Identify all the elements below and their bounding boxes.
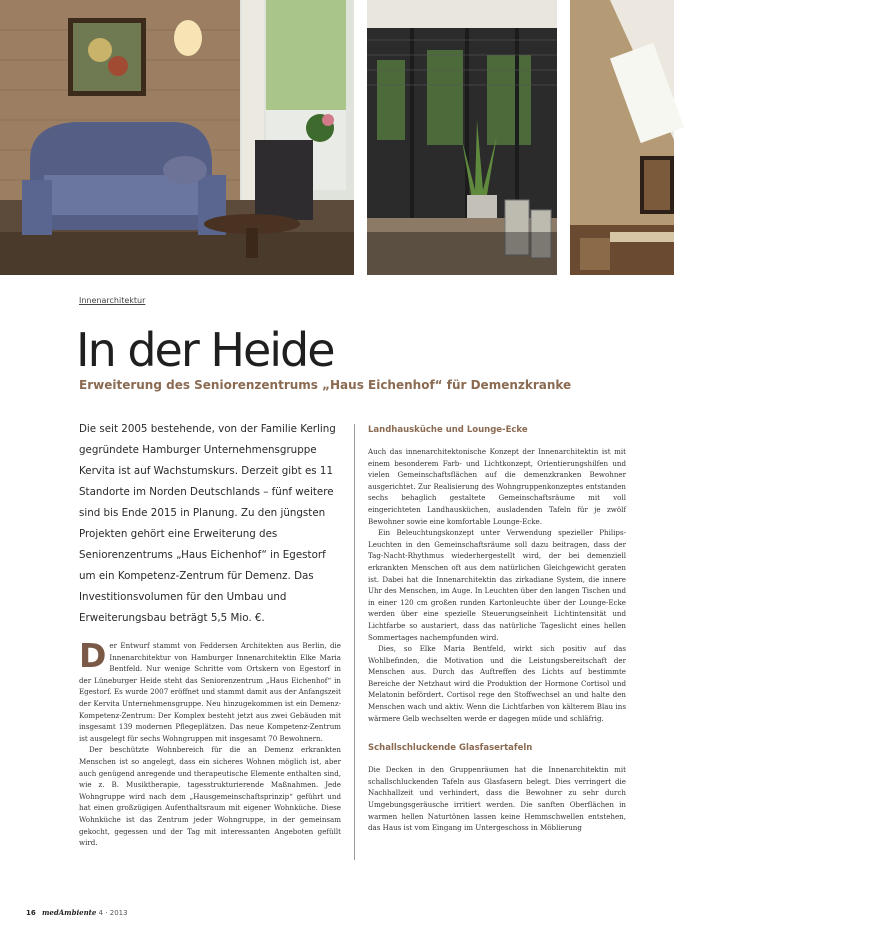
section-label[interactable]: Innenarchitektur — [79, 296, 146, 305]
drop-cap: D — [79, 636, 107, 675]
window-room-illustration — [367, 0, 557, 275]
body-paragraph-3: Auch das innenarchitektonische Konzept der Innenarchitektin ist mit einem besonderem Farb- und Lichtkonzept, Orientierungshilfen und vielen Gemeinschaftsflächen auf die demenzkranken Bewohner ausgerichtet. Zur Realisierung des Wohngruppenkonzeptes entstanden sechs behaglich gestaltete Gemeinschaftsräume mit voll eingerichteten Landhausküchen, ausladenden Tafeln für je zwölf Bewohner sowie eine komfortable Lounge-Ecke. — [368, 447, 626, 526]
body-paragraph-1-text: er Entwurf stammt von Feddersen Architekten aus Berlin, die Innenarchitektur von Hamburger Innenarchitektin Elke Maria Bentfeld. Nur wenige Schritte vom Ortskern von Egestorf in der Lüneburger Heide steht das Seniorenzentrum „Haus Eichenhof“ in Egestorf. Es wurde 2007 eröffnet und stammt damit aus der Anfangszeit der Kervita Unternehmensgruppe. Neu hinzugekommen ist ein Demenz-Kompetenz-Zentrum: Der Komplex besteht jetzt aus zwei Gebäuden mit insgesamt 139 modernen Pflegeplätzen. Das neue Kompetenz-Zentrum ist ausgelegt für sechs Wohngruppen mit insgesamt 70 Bewohnern. — [79, 641, 341, 743]
issue-number: 4 · 2013 — [98, 909, 128, 917]
lead-paragraph: Die seit 2005 bestehende, von der Familie Kerling gegründete Hamburger Unternehmensgruppe Kervita ist auf Wachstumskurs. Derzeit gibt es 11 Standorte im Norden Deutschlands – fünf weitere sind bis Ende 2015 in Planung. Zu den jüngsten Projekten gehört eine Erweiterung des Seniorenzentrums „Haus Eichenhof“ in Egestorf um ein Kompetenz-Zentrum für Demenz. Das Investitionsvolumen für den Umbau und Erweiterungsbau beträgt 5,5 Mio. €. — [79, 423, 336, 624]
body-paragraph-5: Dies, so Elke Maria Bentfeld, wirkt sich positiv auf das Wohlbefinden, die Motivation und die Leistungsbereitschaft der Menschen aus. Durch das Auftreffen des Lichts auf bestimmte Bereiche der Netzhaut wird die Produktion der Hormone Cortisol und Melatonin befördert. Cortisol rege den Stoffwechsel an und halte den Menschen wach und aktiv. Wenn die Lichtfarben von kälterem Blau ins wärmere Gelb wechselten werde er dagegen müde und schläfrig. — [368, 644, 626, 723]
photo-living-room — [0, 0, 354, 275]
dining-room-illustration — [570, 0, 674, 275]
photo-dining-room — [570, 0, 674, 275]
page-footer — [26, 908, 128, 917]
body-paragraph-6: Die Decken in den Gruppenräumen hat die Innenarchitektin mit schallschluckenden Tafeln aus Glasfasern belegt. Dies verringert die Nachhallzeit und verhindert, dass die Bewohner zu sehr durch Umgebungsgeräusche irritiert werden. Die sanften Oberflächen in warmen hellen Naturtönen lassen keine Hemmschwellen entstehen, das Haus ist vom Eingang im Untergeschoss in Möblierung — [368, 765, 626, 833]
column-divider — [354, 424, 355, 860]
body-column-right — [368, 424, 626, 834]
photo-caption: Häuslich eingerichtet, ohne unmodern zu wirken — [741, 245, 866, 265]
body-paragraph-4: Ein Beleuchtungskonzept unter Verwendung spezieller Philips-Leuchten in den Gemeinschaftsräume soll dazu beitragen, dass der Tag-Nacht-Rhythmus wiederhergestellt wird, der bei demenziell erkrankten Menschen oft aus dem natürlichen Gleichgewicht geraten ist. Dabei hat die Innenarchitektin das zirkadiane System, die innere Uhr des Menschen, im Auge. In Leuchten über den langen Tischen und in einer 120 cm großen runden Kartonleuchte über der Lounge-Ecke werden über eine spezielle Steuerungseinheit Lichtintensität und Lichtfarbe so austariert, dass das natürliche Tageslicht eines hellen Sommertages nachempfunden wird. — [368, 528, 626, 642]
body-paragraph-1 — [79, 636, 341, 744]
photo-window-room — [367, 0, 866, 275]
subheading-kitchen-lounge: Landhausküche und Lounge-Ecke — [368, 425, 528, 435]
page-number: 16 — [26, 909, 36, 917]
article-headline: In der Heide — [76, 323, 334, 377]
magazine-name: medAmbiente — [41, 908, 97, 917]
living-room-illustration — [0, 0, 354, 275]
photo-strip — [0, 0, 866, 275]
body-column-left — [79, 636, 341, 849]
article-subheadline: Erweiterung des Seniorenzentrums „Haus Eichenhof“ für Demenzkranke — [79, 378, 572, 392]
body-paragraph-2: Der beschützte Wohnbereich für die an Demenz erkrankten Menschen ist so angelegt, dass ein sicheres Wohnen möglich ist, aber auch genügend anregende und therapeutische Elemente enthalten sind, wie z. B. Musiktherapie, tagesstrukturierende Maßnahmen. Jede Wohngruppe wird nach dem „Hausgemeinschaftsprinzip“ geführt und hat einen großzügigen Aufenthaltsraum mit eigener Wohnküche. Diese Wohnküche ist das Zentrum jeder Wohngruppe, in der gemeinsam gekocht, gegessen und der Tag mit interessanten Angeboten gefüllt wird. — [79, 745, 341, 848]
subheading-glass-fiber: Schallschluckende Glasfasertafeln — [368, 743, 533, 754]
